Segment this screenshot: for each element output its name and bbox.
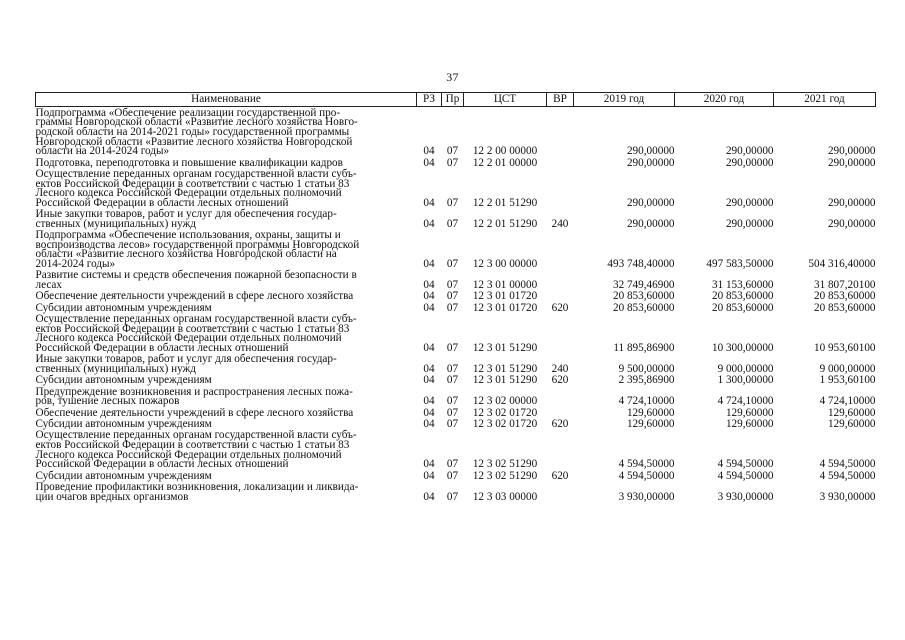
row-name-cell bbox=[36, 481, 417, 502]
row-name-cell bbox=[36, 418, 417, 429]
row-name-cell bbox=[36, 208, 417, 229]
row-rz: 04 bbox=[423, 290, 435, 303]
row-vr: 620 bbox=[551, 469, 569, 482]
row-name-line: Субсидии автономным учреждениям bbox=[35, 417, 212, 430]
row-pr: 07 bbox=[446, 257, 459, 270]
row-value-2021: 290,00000 bbox=[827, 217, 876, 230]
row-pr: 07 bbox=[446, 217, 459, 230]
table-row bbox=[36, 470, 876, 481]
row-name-cell bbox=[36, 313, 417, 353]
row-name-line: ственных (муниципальных) нужд bbox=[35, 362, 196, 375]
row-name-line: Лесного кодекса Российской Федерации отдельных полномочий bbox=[35, 448, 342, 461]
row-rz: 04 bbox=[423, 362, 435, 375]
row-value-2019: 20 853,60000 bbox=[612, 290, 675, 303]
row-name-line: лесах bbox=[35, 278, 62, 291]
table-row bbox=[36, 168, 876, 208]
table-row bbox=[36, 290, 876, 301]
row-vr bbox=[547, 386, 574, 407]
header-vr: ВР bbox=[547, 93, 574, 107]
row-pr: 07 bbox=[446, 417, 459, 430]
row-pr: 07 bbox=[446, 362, 459, 375]
row-value-2021: 504 316,40000 bbox=[808, 257, 876, 270]
row-value-2019: 11 895,86900 bbox=[613, 341, 675, 354]
row-name-line: Обеспечение деятельности учреждений в сфере лесного хозяйства bbox=[35, 406, 354, 419]
row-name-cell bbox=[36, 374, 417, 385]
header-name: Наименование bbox=[36, 93, 417, 107]
row-vr bbox=[547, 313, 574, 353]
row-value-2020: 3 930,00000 bbox=[717, 490, 774, 503]
row-vr bbox=[547, 168, 574, 208]
row-value-2021: 20 853,60000 bbox=[813, 301, 876, 314]
row-value-2019: 2 395,86900 bbox=[618, 374, 675, 387]
row-vr: 240 bbox=[551, 362, 569, 375]
header-pr: Пр bbox=[442, 93, 464, 107]
row-name-line: граммы Новгородской области «Развитие лесного хозяйства Новго- bbox=[35, 116, 358, 129]
row-value-2020: 290,00000 bbox=[725, 196, 774, 209]
row-cst: 12 3 02 01720 bbox=[472, 406, 538, 419]
row-name-line: воспроизводства лесов» государственной программы Новгородской bbox=[35, 238, 360, 251]
row-rz: 04 bbox=[423, 278, 435, 291]
row-value-2020: 20 853,60000 bbox=[711, 290, 774, 303]
row-rz: 04 bbox=[423, 458, 435, 471]
row-name-line: Иные закупки товаров, работ и услуг для обеспечения государ- bbox=[35, 353, 337, 366]
table-row bbox=[36, 107, 876, 157]
row-value-2019: 290,00000 bbox=[626, 156, 675, 169]
row-value-2020: 10 300,00000 bbox=[711, 341, 774, 354]
row-value-2019: 4 594,50000 bbox=[618, 469, 675, 482]
row-vr bbox=[547, 229, 574, 269]
row-vr: 620 bbox=[551, 417, 569, 430]
row-pr: 07 bbox=[446, 469, 459, 482]
row-value-2021: 4 594,50000 bbox=[819, 469, 876, 482]
row-cst: 12 3 03 00000 bbox=[472, 490, 538, 503]
row-name-cell bbox=[36, 269, 417, 290]
table-row bbox=[36, 481, 876, 502]
row-name-cell bbox=[36, 168, 417, 208]
row-value-2020: 1 300,00000 bbox=[717, 374, 774, 387]
header-2019: 2019 год bbox=[574, 93, 675, 107]
row-rz: 04 bbox=[423, 417, 435, 430]
row-name-line: Подпрограмма «Обеспечение реализации государственной про- bbox=[35, 106, 341, 119]
row-value-2019: 290,00000 bbox=[626, 145, 675, 158]
row-value-2019: 129,60000 bbox=[626, 406, 675, 419]
row-pr: 07 bbox=[446, 290, 459, 303]
row-name-line: Обеспечение деятельности учреждений в сфере лесного хозяйства bbox=[35, 290, 354, 303]
row-name-line: ции очагов вредных организмов bbox=[35, 490, 189, 503]
row-value-2019: 493 748,40000 bbox=[607, 257, 675, 270]
row-cst: 12 3 01 01720 bbox=[472, 290, 538, 303]
table-body bbox=[36, 107, 876, 503]
row-cst: 12 2 01 51290 bbox=[472, 196, 538, 209]
table-row bbox=[36, 157, 876, 168]
row-cst: 12 3 01 01720 bbox=[472, 301, 538, 314]
row-pr: 07 bbox=[446, 341, 459, 354]
row-pr: 07 bbox=[446, 458, 459, 471]
row-name-line: ектов Российской Федерации в соответствии с частью 1 статьи 83 bbox=[35, 177, 350, 190]
row-name-line: Развитие системы и средств обеспечения пожарной безопасности в bbox=[35, 269, 357, 282]
row-name-cell bbox=[36, 386, 417, 407]
row-value-2021: 1 953,60100 bbox=[819, 374, 876, 387]
row-name-line: Российской Федерации в области лесных отношений bbox=[35, 458, 289, 471]
row-value-2021: 31 807,20100 bbox=[813, 278, 876, 291]
row-value-2020: 9 000,00000 bbox=[717, 362, 774, 375]
row-pr: 07 bbox=[446, 490, 459, 503]
row-value-2021: 4 594,50000 bbox=[819, 458, 876, 471]
row-name-line: ектов Российской Федерации в соответствии с частью 1 статьи 83 bbox=[35, 322, 350, 335]
row-value-2020: 129,60000 bbox=[725, 406, 774, 419]
row-value-2020: 497 583,50000 bbox=[706, 257, 774, 270]
row-rz: 04 bbox=[423, 395, 435, 408]
row-vr: 620 bbox=[551, 301, 569, 314]
row-value-2021: 9 000,00000 bbox=[819, 362, 876, 375]
row-cst: 12 3 01 51290 bbox=[472, 341, 538, 354]
row-rz: 04 bbox=[423, 374, 435, 387]
row-name-line: Новгородской области «Развитие лесного хозяйства Новгородской bbox=[35, 135, 353, 148]
row-value-2021: 290,00000 bbox=[827, 156, 876, 169]
row-pr: 07 bbox=[446, 156, 459, 169]
row-vr bbox=[547, 407, 574, 418]
row-cst: 12 2 01 51290 bbox=[472, 217, 538, 230]
row-name-line: ров, тушение лесных пожаров bbox=[35, 395, 180, 408]
row-rz: 04 bbox=[423, 490, 435, 503]
row-name-cell bbox=[36, 353, 417, 374]
row-rz: 04 bbox=[423, 156, 435, 169]
row-cst: 12 3 02 51290 bbox=[472, 469, 538, 482]
row-name-cell bbox=[36, 430, 417, 470]
row-value-2020: 129,60000 bbox=[725, 417, 774, 430]
row-rz: 04 bbox=[423, 341, 435, 354]
row-name-line: Лесного кодекса Российской Федерации отдельных полномочий bbox=[35, 332, 342, 345]
header-2020: 2020 год bbox=[675, 93, 774, 107]
row-rz: 04 bbox=[423, 257, 435, 270]
row-name-cell bbox=[36, 229, 417, 269]
table-row bbox=[36, 313, 876, 353]
table-row bbox=[36, 407, 876, 418]
row-name-line: Иные закупки товаров, работ и услуг для обеспечения государ- bbox=[35, 208, 337, 221]
row-value-2019: 9 500,00000 bbox=[618, 362, 675, 375]
row-rz: 04 bbox=[423, 469, 435, 482]
row-name-cell bbox=[36, 407, 417, 418]
row-value-2021: 10 953,60100 bbox=[813, 341, 876, 354]
row-pr: 07 bbox=[446, 374, 459, 387]
row-pr: 07 bbox=[446, 145, 459, 158]
row-name-cell bbox=[36, 290, 417, 301]
row-value-2021: 290,00000 bbox=[827, 196, 876, 209]
row-value-2020: 4 594,50000 bbox=[717, 458, 774, 471]
row-cst: 12 2 00 00000 bbox=[472, 145, 538, 158]
row-name-line: Осуществление переданных органам государственной власти субъ- bbox=[35, 313, 357, 326]
table-row bbox=[36, 353, 876, 374]
row-name-line: Российской Федерации в области лесных отношений bbox=[35, 341, 289, 354]
table-row bbox=[36, 418, 876, 429]
row-rz: 04 bbox=[423, 406, 435, 419]
row-value-2021: 3 930,00000 bbox=[819, 490, 876, 503]
row-value-2020: 4 724,10000 bbox=[717, 395, 774, 408]
row-name-cell bbox=[36, 107, 417, 157]
row-pr: 07 bbox=[446, 395, 459, 408]
row-vr bbox=[547, 107, 574, 157]
row-value-2019: 32 749,46900 bbox=[612, 278, 675, 291]
budget-table bbox=[35, 92, 876, 502]
row-value-2019: 129,60000 bbox=[626, 417, 675, 430]
table-header-row bbox=[36, 93, 876, 107]
row-value-2020: 20 853,60000 bbox=[711, 301, 774, 314]
row-value-2019: 290,00000 bbox=[626, 217, 675, 230]
row-value-2020: 290,00000 bbox=[725, 156, 774, 169]
header-rz: РЗ bbox=[417, 93, 442, 107]
row-value-2021: 129,60000 bbox=[827, 417, 876, 430]
row-cst: 12 2 01 00000 bbox=[472, 156, 538, 169]
row-value-2020: 31 153,60000 bbox=[711, 278, 774, 291]
row-pr: 07 bbox=[446, 301, 459, 314]
row-value-2021: 20 853,60000 bbox=[813, 290, 876, 303]
table-row bbox=[36, 302, 876, 313]
row-cst: 12 3 02 01720 bbox=[472, 417, 538, 430]
row-name-line: Лесного кодекса Российской Федерации отдельных полномочий bbox=[35, 187, 342, 200]
row-rz: 04 bbox=[423, 217, 435, 230]
row-name-cell bbox=[36, 470, 417, 481]
row-name-line: Подпрограмма «Обеспечение использования, охраны, защиты и bbox=[35, 229, 341, 242]
table-row bbox=[36, 374, 876, 385]
row-vr bbox=[547, 481, 574, 502]
table-row bbox=[36, 229, 876, 269]
row-name-line: ектов Российской Федерации в соответствии с частью 1 статьи 83 bbox=[35, 438, 350, 451]
row-vr bbox=[547, 269, 574, 290]
table-row bbox=[36, 386, 876, 407]
row-name-line: Осуществление переданных органам государственной власти субъ- bbox=[35, 167, 357, 180]
row-name-line: ственных (муниципальных) нужд bbox=[35, 217, 196, 230]
row-value-2019: 4 724,10000 bbox=[618, 395, 675, 408]
row-cst: 12 3 02 00000 bbox=[472, 395, 538, 408]
page-number: 37 bbox=[446, 70, 459, 84]
row-name-line: области на 2014-2024 годы» bbox=[35, 145, 170, 158]
row-name-line: области «Развитие лесного хозяйства Новгородской области на bbox=[35, 248, 337, 261]
header-cst: ЦСТ bbox=[464, 93, 547, 107]
row-name-cell bbox=[36, 302, 417, 313]
row-value-2021: 290,00000 bbox=[827, 145, 876, 158]
row-value-2021: 4 724,10000 bbox=[819, 395, 876, 408]
row-vr bbox=[547, 157, 574, 168]
row-value-2019: 3 930,00000 bbox=[618, 490, 675, 503]
row-value-2020: 290,00000 bbox=[725, 217, 774, 230]
row-pr: 07 bbox=[446, 196, 459, 209]
row-vr bbox=[547, 290, 574, 301]
row-name-line: Российской Федерации в области лесных отношений bbox=[35, 196, 289, 209]
row-name-line: Осуществление переданных органам государственной власти субъ- bbox=[35, 429, 357, 442]
row-vr: 620 bbox=[551, 374, 569, 387]
row-rz: 04 bbox=[423, 196, 435, 209]
row-name-line: Субсидии автономным учреждениям bbox=[35, 301, 212, 314]
row-value-2020: 290,00000 bbox=[725, 145, 774, 158]
table-row bbox=[36, 269, 876, 290]
row-value-2021: 129,60000 bbox=[827, 406, 876, 419]
header-2021: 2021 год bbox=[774, 93, 876, 107]
row-cst: 12 3 01 51290 bbox=[472, 374, 538, 387]
row-value-2020: 4 594,50000 bbox=[717, 469, 774, 482]
row-name-line: 2014-2024 годы» bbox=[35, 257, 116, 270]
row-pr: 07 bbox=[446, 406, 459, 419]
row-cst: 12 3 00 00000 bbox=[472, 257, 538, 270]
row-name-cell bbox=[36, 157, 417, 168]
row-name-line: Предупреждение возникновения и распространения лесных пожа- bbox=[35, 385, 353, 398]
row-vr: 240 bbox=[551, 217, 569, 230]
row-value-2019: 4 594,50000 bbox=[618, 458, 675, 471]
row-pr: 07 bbox=[446, 278, 459, 291]
row-cst: 12 3 02 51290 bbox=[472, 458, 538, 471]
row-rz: 04 bbox=[423, 145, 435, 158]
row-value-2019: 290,00000 bbox=[626, 196, 675, 209]
row-name-line: родской области на 2014-2021 годы» государственной программы bbox=[35, 125, 350, 138]
row-rz: 04 bbox=[423, 301, 435, 314]
row-value-2019: 20 853,60000 bbox=[612, 301, 675, 314]
table-row bbox=[36, 430, 876, 470]
row-name-line: Подготовка, переподготовка и повышение квалификации кадров bbox=[35, 156, 343, 169]
row-name-line: Субсидии автономным учреждениям bbox=[35, 374, 212, 387]
row-vr bbox=[547, 430, 574, 470]
table-row bbox=[36, 208, 876, 229]
row-name-line: Субсидии автономным учреждениям bbox=[35, 469, 212, 482]
row-name-line: Проведение профилактики возникновения, локализации и ликвида- bbox=[35, 480, 359, 493]
row-cst: 12 3 01 00000 bbox=[472, 278, 538, 291]
row-cst: 12 3 01 51290 bbox=[472, 362, 538, 375]
